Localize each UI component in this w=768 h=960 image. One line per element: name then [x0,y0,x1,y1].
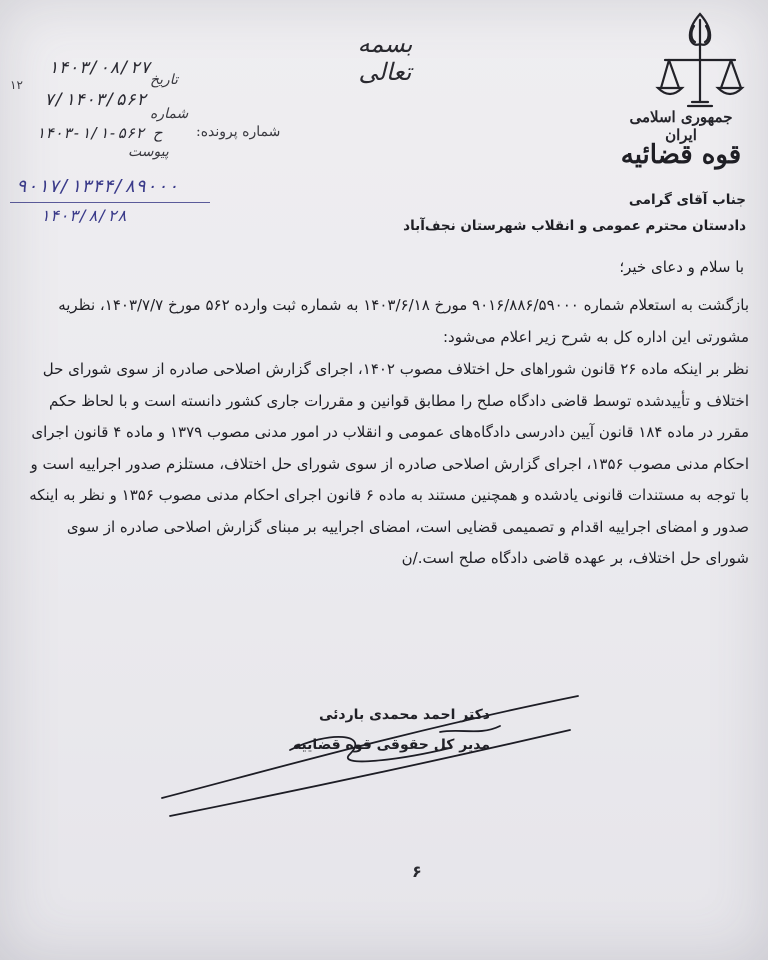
handwritten-registration-date: ۱۴۰۳/۸/۲۸ [40,206,127,225]
file-number-value: ۱۴۰۳-۱/۱-۵۶۲ ح [36,124,163,142]
salutation: جناب آقای گرامی [628,192,746,208]
attachment-label: پیوست [128,144,169,160]
recipient: دادستان محترم عمومی و انقلاب شهرستان نجف‌آباد [403,218,746,234]
body-paragraph-1: بازگشت به استعلام شماره ۹۰۱۶/۸۸۶/۵۹۰۰۰ مورخ ۱۴۰۳/۶/۱۸ به شماره ثبت وارده ۵۶۲ مورخ ۱۴۰۳/۷/۷، نظریه مشورتی این اداره کل به شرح زیر اعلام می‌شود: [58,296,749,346]
number-label: شماره [150,106,189,122]
brand-judiciary-name: قوه قضائیه [620,140,742,170]
handwritten-underline [10,202,210,203]
bismillah-heading: بسمه تعالی [357,30,413,86]
margin-note: ۱۲ [10,78,23,92]
judiciary-emblem-icon [655,10,745,115]
body-paragraph-2: نظر بر اینکه ماده ۲۶ قانون شوراهای حل اختلاف مصوب ۱۴۰۲، اجرای گزارش اصلاحی صادره از سوی شورای حل اختلاف و تأییدشده توسط قاضی دادگاه صلح را مطابق قوانین و مقررات جاری کشور دانسته است و با لحاظ حکم مقرر در ماده ۱۸۴ قانون آیین دادرسی دادگاه‌های عمومی و انقلاب در امور مدنی مصوب ۱۳۷۹ و ماده ۴ قانون اجرای احکام مدنی مصوب ۱۳۵۶، اجرای گزارش اصلاحی صادره از سوی شورای حل اختلاف، مستلزم صدور اجراییه است و با توجه به مستندات قانونی یادشده و همچنین مستند به ماده ۶ قانون اجرای احکام مدنی مصوب ۱۳۵۶ و نظر به اینکه صدور و امضای اجراییه اقدام و تصمیمی قضایی است، امضای اجراییه بر مبنای گزارش اصلاحی صادره از سوی شورای حل اختلاف، بر عهده قاضی دادگاه صلح است./ن [29,360,749,567]
date-value: ۱۴۰۳/۰۸/۲۷ [48,58,151,78]
signatory-name: دکتر احمد محمدی باردئی [319,707,490,723]
brand-country-name: جمهوری اسلامی ایران [629,108,733,144]
file-number-label: شماره پرونده: [196,124,281,140]
handwritten-registration-number: ۹۰۱۷/۱۳۴۴/۸۹۰۰۰ [16,176,179,197]
page-mark: ۶ [412,862,422,881]
greeting: با سلام و دعای خیر؛ [619,258,744,276]
number-value: ۷/۱۴۰۳/۵۶۲ [44,90,147,110]
date-label: تاریخ [150,72,178,88]
signatory-title: مدیر کل حقوقی قوه قضاییه [292,737,490,753]
